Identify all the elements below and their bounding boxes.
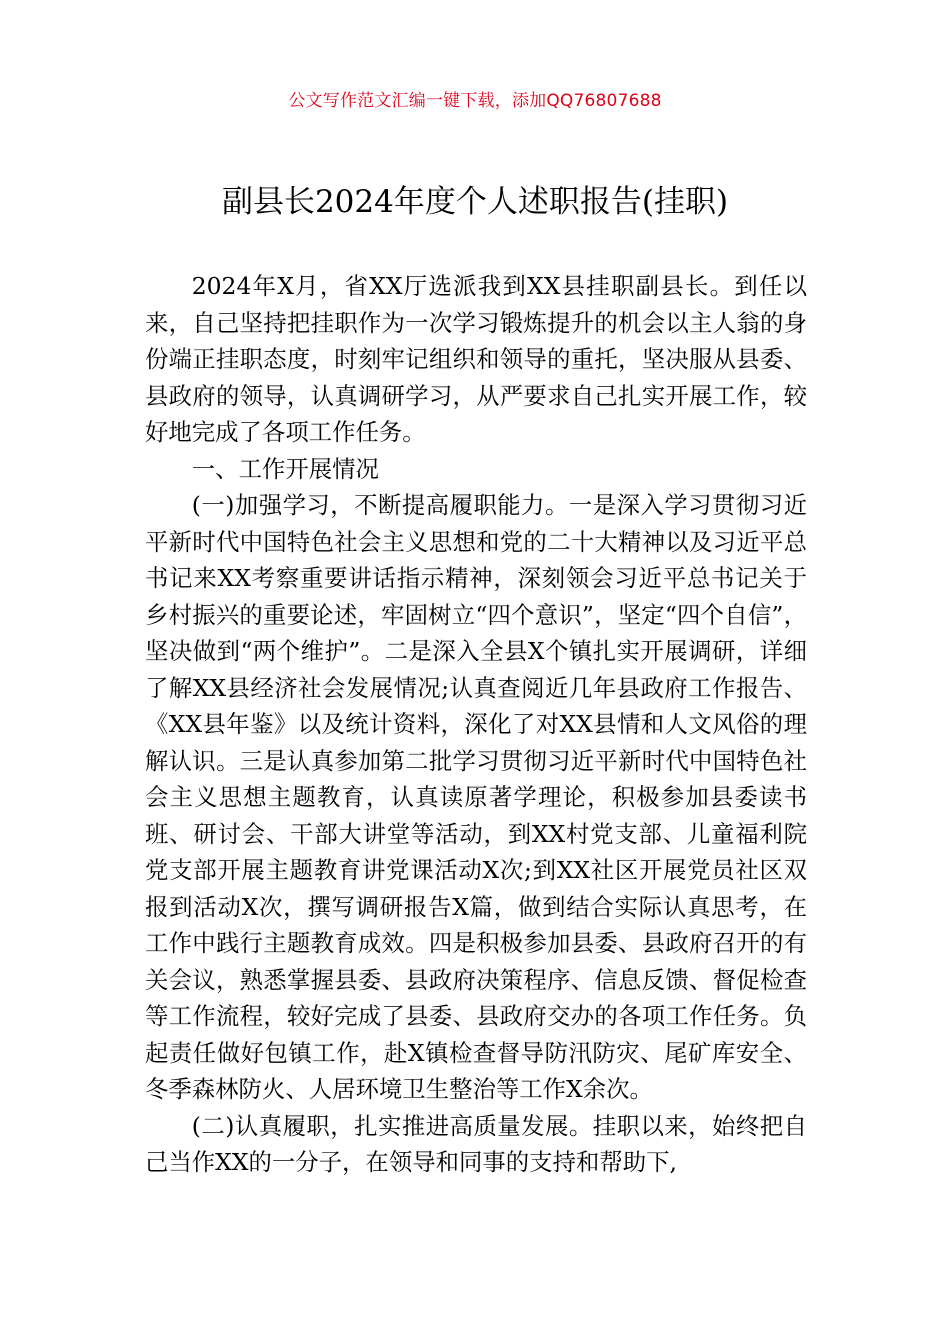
section-heading: 一、工作开展情况 [191, 454, 379, 483]
intro-paragraph: 2024年X月，省XX厅选派我到XX县挂职副县长。到任以来，自己坚持把挂职作为一次学习锻炼提升的机会以主人翁的身份端正挂职态度，时刻牢记组织和领导的重托，坚决服从县委、县政府的领导，认真调研学习，从严要求自己扎实开展工作，较好地完成了各项工作任务。 [145, 272, 807, 446]
document-title: 副县长2024年度个人述职报告(挂职) [221, 184, 729, 220]
subsection-paragraph-2: (二)认真履职，扎实推进高质量发展。挂职以来，始终把自己当作XX的一分子，在领导和同事的支持和帮助下, [145, 1111, 807, 1176]
document-body [145, 268, 807, 1181]
subsection-paragraph-1: (一)加强学习，不断提高履职能力。一是深入学习贯彻习近平新时代中国特色社会主义思想和党的二十大精神以及习近平总书记来XX考察重要讲话指示精神，深刻领会习近平总书记关于乡村振兴的重要论述，牢固树立“四个意识”，坚定“四个自信”，坚决做到“两个维护”。二是深入全县X个镇扎实开展调研，详细了解XX县经济社会发展情况;认真查阅近几年县政府工作报告、《XX县年鉴》以及统计资料，深化了对XX县情和人文风俗的理解认识。三是认真参加第二批学习贯彻习近平新时代中国特色社会主义思想主题教育，认真读原著学理论，积极参加县委读书班、研讨会、干部大讲堂等活动，到XX村党支部、儿童福利院党支部开展主题教育讲党课活动X次;到XX社区开展党员社区双报到活动X次，撰写调研报告X篇，做到结合实际认真思考，在工作中践行主题教育成效。四是积极参加县委、县政府召开的有关会议，熟悉掌握县委、县政府决策程序、信息反馈、督促检查等工作流程，较好完成了县委、县政府交办的各项工作任务。负起责任做好包镇工作，赴X镇检查督导防汛防灾、尾矿库安全、冬季森林防火、人居环境卫生整治等工作X余次。 [145, 491, 807, 1103]
download-promo-note: 公文写作范文汇编一键下载，添加QQ76807688 [288, 91, 662, 111]
